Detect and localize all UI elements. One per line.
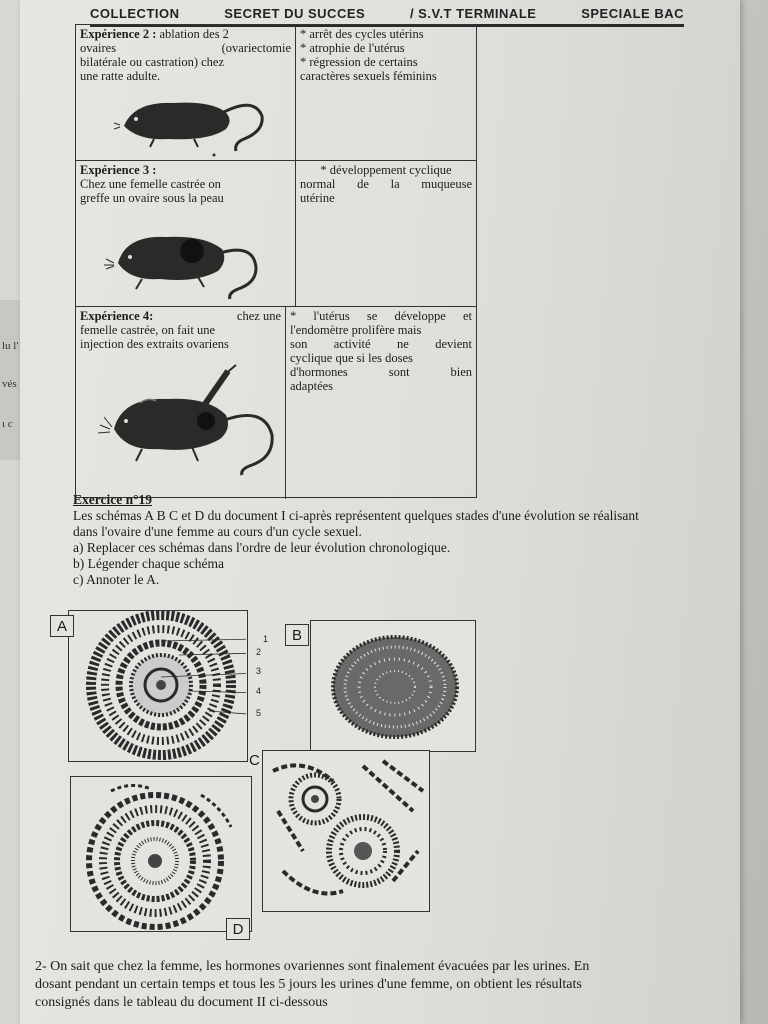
- experience-results: [286, 307, 476, 499]
- result-line: * arrêt des cycles utérins: [300, 27, 424, 41]
- experiences-table: [75, 24, 477, 498]
- description-line: injection des extraits ovariens: [80, 337, 229, 351]
- description-line: ablation des 2: [159, 27, 229, 41]
- exercise-intro: Les schémas A B C et D du document I ci-après représentent quelques stades d'une évolution se réalisant: [73, 508, 639, 523]
- experience-results: [296, 25, 476, 160]
- schema-c: [262, 750, 430, 912]
- experience-row-4: [76, 307, 476, 499]
- rat-illustration: [114, 81, 264, 159]
- experience-description: [76, 161, 296, 306]
- annotation-number: 2: [256, 647, 262, 657]
- experience-row-2: [76, 25, 476, 161]
- experience-title: Expérience 2 :: [80, 27, 157, 41]
- description-line: Chez une femelle castrée on: [80, 177, 221, 191]
- experience-results: [296, 161, 476, 306]
- exercise-title: Exercice n°19: [73, 492, 153, 507]
- header-collection: COLLECTION: [90, 5, 180, 21]
- description-line: bilatérale ou castration) chez: [80, 55, 225, 69]
- description-line: chez une: [236, 309, 281, 323]
- margin-fragment: vés: [2, 378, 17, 390]
- schema-a-label: A: [50, 615, 74, 637]
- schema-b-label: B: [285, 624, 309, 646]
- follicle-b-drawing: [311, 621, 474, 750]
- result-line: l'endomètre prolifère mais: [290, 323, 422, 337]
- question-a: a) Replacer ces schémas dans l'ordre de leur évolution chronologique.: [73, 540, 451, 555]
- result-line: adaptées: [290, 379, 334, 393]
- question-2-line: 2- On sait que chez la femme, les hormones ovariennes sont finalement évacuées par les urines. En: [35, 959, 590, 974]
- schema-c-label: C: [249, 752, 260, 769]
- result-line: * régression de certains: [300, 55, 418, 69]
- experience-title: Expérience 4:: [80, 309, 154, 323]
- follicle-c-drawing: [263, 751, 428, 910]
- question-2-line: consignés dans le tableau du document II ci-dessous: [35, 995, 328, 1010]
- experience-title: Expérience 3 :: [80, 163, 157, 177]
- question-2-block: [35, 958, 735, 1012]
- annotation-number: 1: [263, 634, 269, 644]
- experience-description: [76, 25, 296, 160]
- annotation-number: 3: [256, 666, 262, 676]
- experience-description: [76, 307, 286, 499]
- schema-a: [68, 610, 248, 762]
- result-line: cyclique que si les doses: [290, 351, 413, 365]
- header-speciale: SPECIALE BAC: [581, 5, 684, 21]
- annotation-number: 4: [256, 686, 262, 696]
- result-line: son activité ne devient: [290, 337, 472, 351]
- question-c: c) Annoter le A.: [73, 572, 160, 587]
- result-line: * l'utérus se développe et: [290, 309, 472, 323]
- annotation-number: 5: [256, 708, 262, 718]
- follicle-d-drawing: [71, 777, 250, 930]
- follicle-a-drawing: [69, 611, 246, 760]
- rat-illustration: [104, 213, 264, 301]
- exercise-intro: dans l'ovaire d'une femme au cours d'un cycle sexuel.: [73, 524, 362, 539]
- description-line: greffe un ovaire sous la peau: [80, 191, 224, 205]
- experience-row-3: [76, 161, 476, 307]
- exercise-block: [73, 492, 733, 588]
- result-line: d'hormones sont bien: [290, 365, 472, 379]
- result-line: caractères sexuels féminins: [300, 69, 437, 83]
- description-line: femelle castrée, on fait une: [80, 323, 215, 337]
- schema-b: [310, 620, 476, 752]
- schema-d-label: D: [226, 918, 250, 940]
- header-level: / S.V.T TERMINALE: [409, 5, 537, 21]
- schema-d: [70, 776, 252, 932]
- document-page: [20, 0, 740, 1024]
- question-2-line: dosant pendant un certain temps et tous les 5 jours les urines d'une femme, on obtient les résultats: [35, 977, 582, 992]
- result-line: normal de la muqueuse: [300, 177, 472, 191]
- result-line: utérine: [300, 191, 335, 205]
- margin-fragment: ı c: [2, 418, 13, 430]
- question-b: b) Légender chaque schéma: [73, 556, 225, 571]
- description-line: une ratte adulte.: [80, 69, 161, 83]
- result-line: * atrophie de l'utérus: [300, 41, 405, 55]
- result-line: * développement cyclique: [320, 163, 452, 177]
- header-secret: SECRET DU SUCCES: [224, 5, 366, 21]
- rat-illustration: [96, 357, 282, 477]
- description-line: ovaires (ovariectomie: [80, 41, 291, 55]
- margin-fragment: lu l': [2, 340, 19, 352]
